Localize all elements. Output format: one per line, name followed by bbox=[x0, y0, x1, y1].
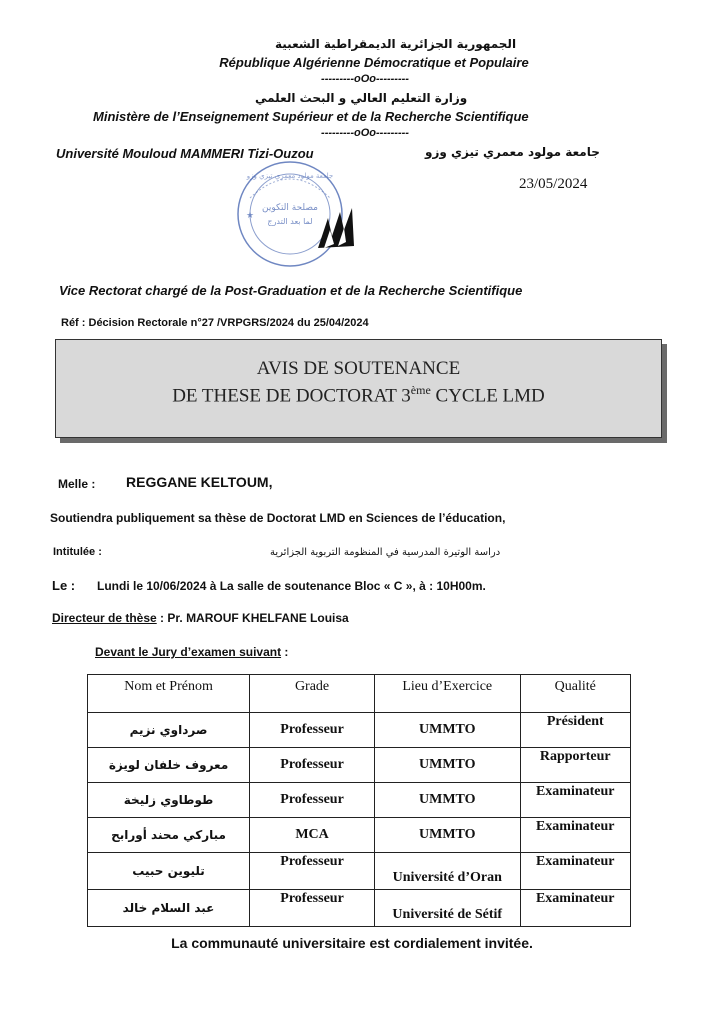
title-line-1: AVIS DE SOUTENANCE bbox=[256, 358, 461, 379]
jury-member-qualite: Examinateur bbox=[520, 818, 630, 853]
defense-statement: Soutiendra publiquement sa thèse de Doctorat LMD en Sciences de l’éducation, bbox=[50, 511, 506, 525]
jury-member-grade: Professeur bbox=[250, 713, 375, 748]
jury-member-lieu: Université de Sétif bbox=[375, 890, 521, 927]
header-ar-ministry: وزارة التعليم العالي و البحث العلمي bbox=[255, 91, 468, 105]
stamp-seal-icon bbox=[228, 158, 378, 268]
stamp-text-line: جامعة مولود معمري تيزي وزو bbox=[246, 172, 334, 180]
stamp-text-line: مصلحة التكوين bbox=[261, 203, 319, 213]
vice-rectorat-line: Vice Rectorat chargé de la Post-Graduation et de la Recherche Scientifique bbox=[59, 283, 523, 298]
university-name-fr: Université Mouloud MAMMERI Tizi-Ouzou bbox=[56, 146, 314, 161]
jury-member-lieu: UMMTO bbox=[375, 748, 521, 783]
jury-member-lieu: UMMTO bbox=[375, 783, 521, 818]
director-name: : Pr. MAROUF KHELFANE Louisa bbox=[156, 611, 349, 625]
jury-member-grade: Professeur bbox=[250, 748, 375, 783]
jury-member-lieu: UMMTO bbox=[375, 713, 521, 748]
column-header-name: Nom et Prénom bbox=[88, 675, 250, 713]
university-name-ar: جامعة مولود معمري تيزي وزو bbox=[425, 145, 600, 159]
closing-invitation: La communauté universitaire est cordialement invitée. bbox=[171, 935, 533, 951]
university-logo-icon bbox=[318, 208, 354, 248]
jury-member-qualite: Rapporteur bbox=[520, 748, 630, 783]
table-row bbox=[88, 890, 631, 927]
title-box bbox=[55, 339, 662, 438]
table-row bbox=[88, 713, 631, 748]
header-ar-republic: الجمهورية الجزائرية الديمقراطية الشعبية bbox=[275, 37, 517, 51]
official-stamp bbox=[228, 158, 378, 268]
thesis-director bbox=[52, 611, 349, 625]
director-label: Directeur de thèse bbox=[52, 611, 157, 625]
jury-member-name: عبد السلام خالد bbox=[88, 890, 250, 927]
candidate-name: REGGANE KELTOUM, bbox=[126, 474, 273, 490]
title-line-2: DE THESE DE DOCTORAT 3ème CYCLE LMD bbox=[172, 383, 545, 407]
header-separator-1: ---------oOo--------- bbox=[321, 73, 409, 85]
jury-member-grade: Professeur bbox=[250, 890, 375, 927]
header-fr-ministry: Ministère de l’Enseignement Supérieur et de la Recherche Scientifique bbox=[93, 109, 529, 124]
jury-member-grade: MCA bbox=[250, 818, 375, 853]
reference-line: Réf : Décision Rectorale n°27 /VRPGRS/2024 du 25/04/2024 bbox=[61, 317, 369, 329]
jury-heading: Devant le Jury d’examen suivant : bbox=[95, 645, 289, 659]
jury-member-qualite: Examinateur bbox=[520, 783, 630, 818]
column-header-qualite: Qualité bbox=[520, 675, 630, 713]
jury-member-grade: Professeur bbox=[250, 853, 375, 890]
document-date: 23/05/2024 bbox=[519, 176, 588, 192]
jury-member-grade: Professeur bbox=[250, 783, 375, 818]
jury-member-qualite: Examinateur bbox=[520, 853, 630, 890]
jury-table-header bbox=[88, 675, 631, 713]
jury-member-qualite: Président bbox=[520, 713, 630, 748]
jury-member-name: معروف خلفان لويزة bbox=[88, 748, 250, 783]
jury-member-qualite: Examinateur bbox=[520, 890, 630, 927]
column-header-lieu: Lieu d’Exercice bbox=[375, 675, 521, 713]
thesis-title-ar: دراسة الوتيرة المدرسية في المنظومة التربوية الجزائرية bbox=[270, 547, 501, 558]
column-header-grade: Grade bbox=[250, 675, 375, 713]
jury-member-name: مباركي محند أورابح bbox=[88, 818, 250, 853]
table-row bbox=[88, 783, 631, 818]
svg-text:★: ★ bbox=[246, 210, 255, 220]
thesis-title-label: Intitulée : bbox=[53, 546, 102, 558]
defense-date-time: Lundi le 10/06/2024 à La salle de soutenance Bloc « C », à : 10H00m. bbox=[97, 579, 486, 593]
stamp-text-line: لما بعد التدرج bbox=[267, 217, 313, 226]
header-separator-2: ---------oOo--------- bbox=[321, 127, 409, 139]
header-fr-republic: République Algérienne Démocratique et Populaire bbox=[219, 55, 529, 70]
jury-member-name: صرداوي نزيم bbox=[88, 713, 250, 748]
table-row bbox=[88, 748, 631, 783]
jury-member-name: تليوين حبيب bbox=[88, 853, 250, 890]
date-label: Le : bbox=[52, 578, 76, 593]
table-row bbox=[88, 818, 631, 853]
civility-label: Melle : bbox=[58, 477, 96, 491]
jury-member-name: طوطاوي زليخة bbox=[88, 783, 250, 818]
jury-member-lieu: Université d’Oran bbox=[375, 853, 521, 890]
jury-member-lieu: UMMTO bbox=[375, 818, 521, 853]
jury-table bbox=[87, 674, 631, 927]
table-row bbox=[88, 853, 631, 890]
